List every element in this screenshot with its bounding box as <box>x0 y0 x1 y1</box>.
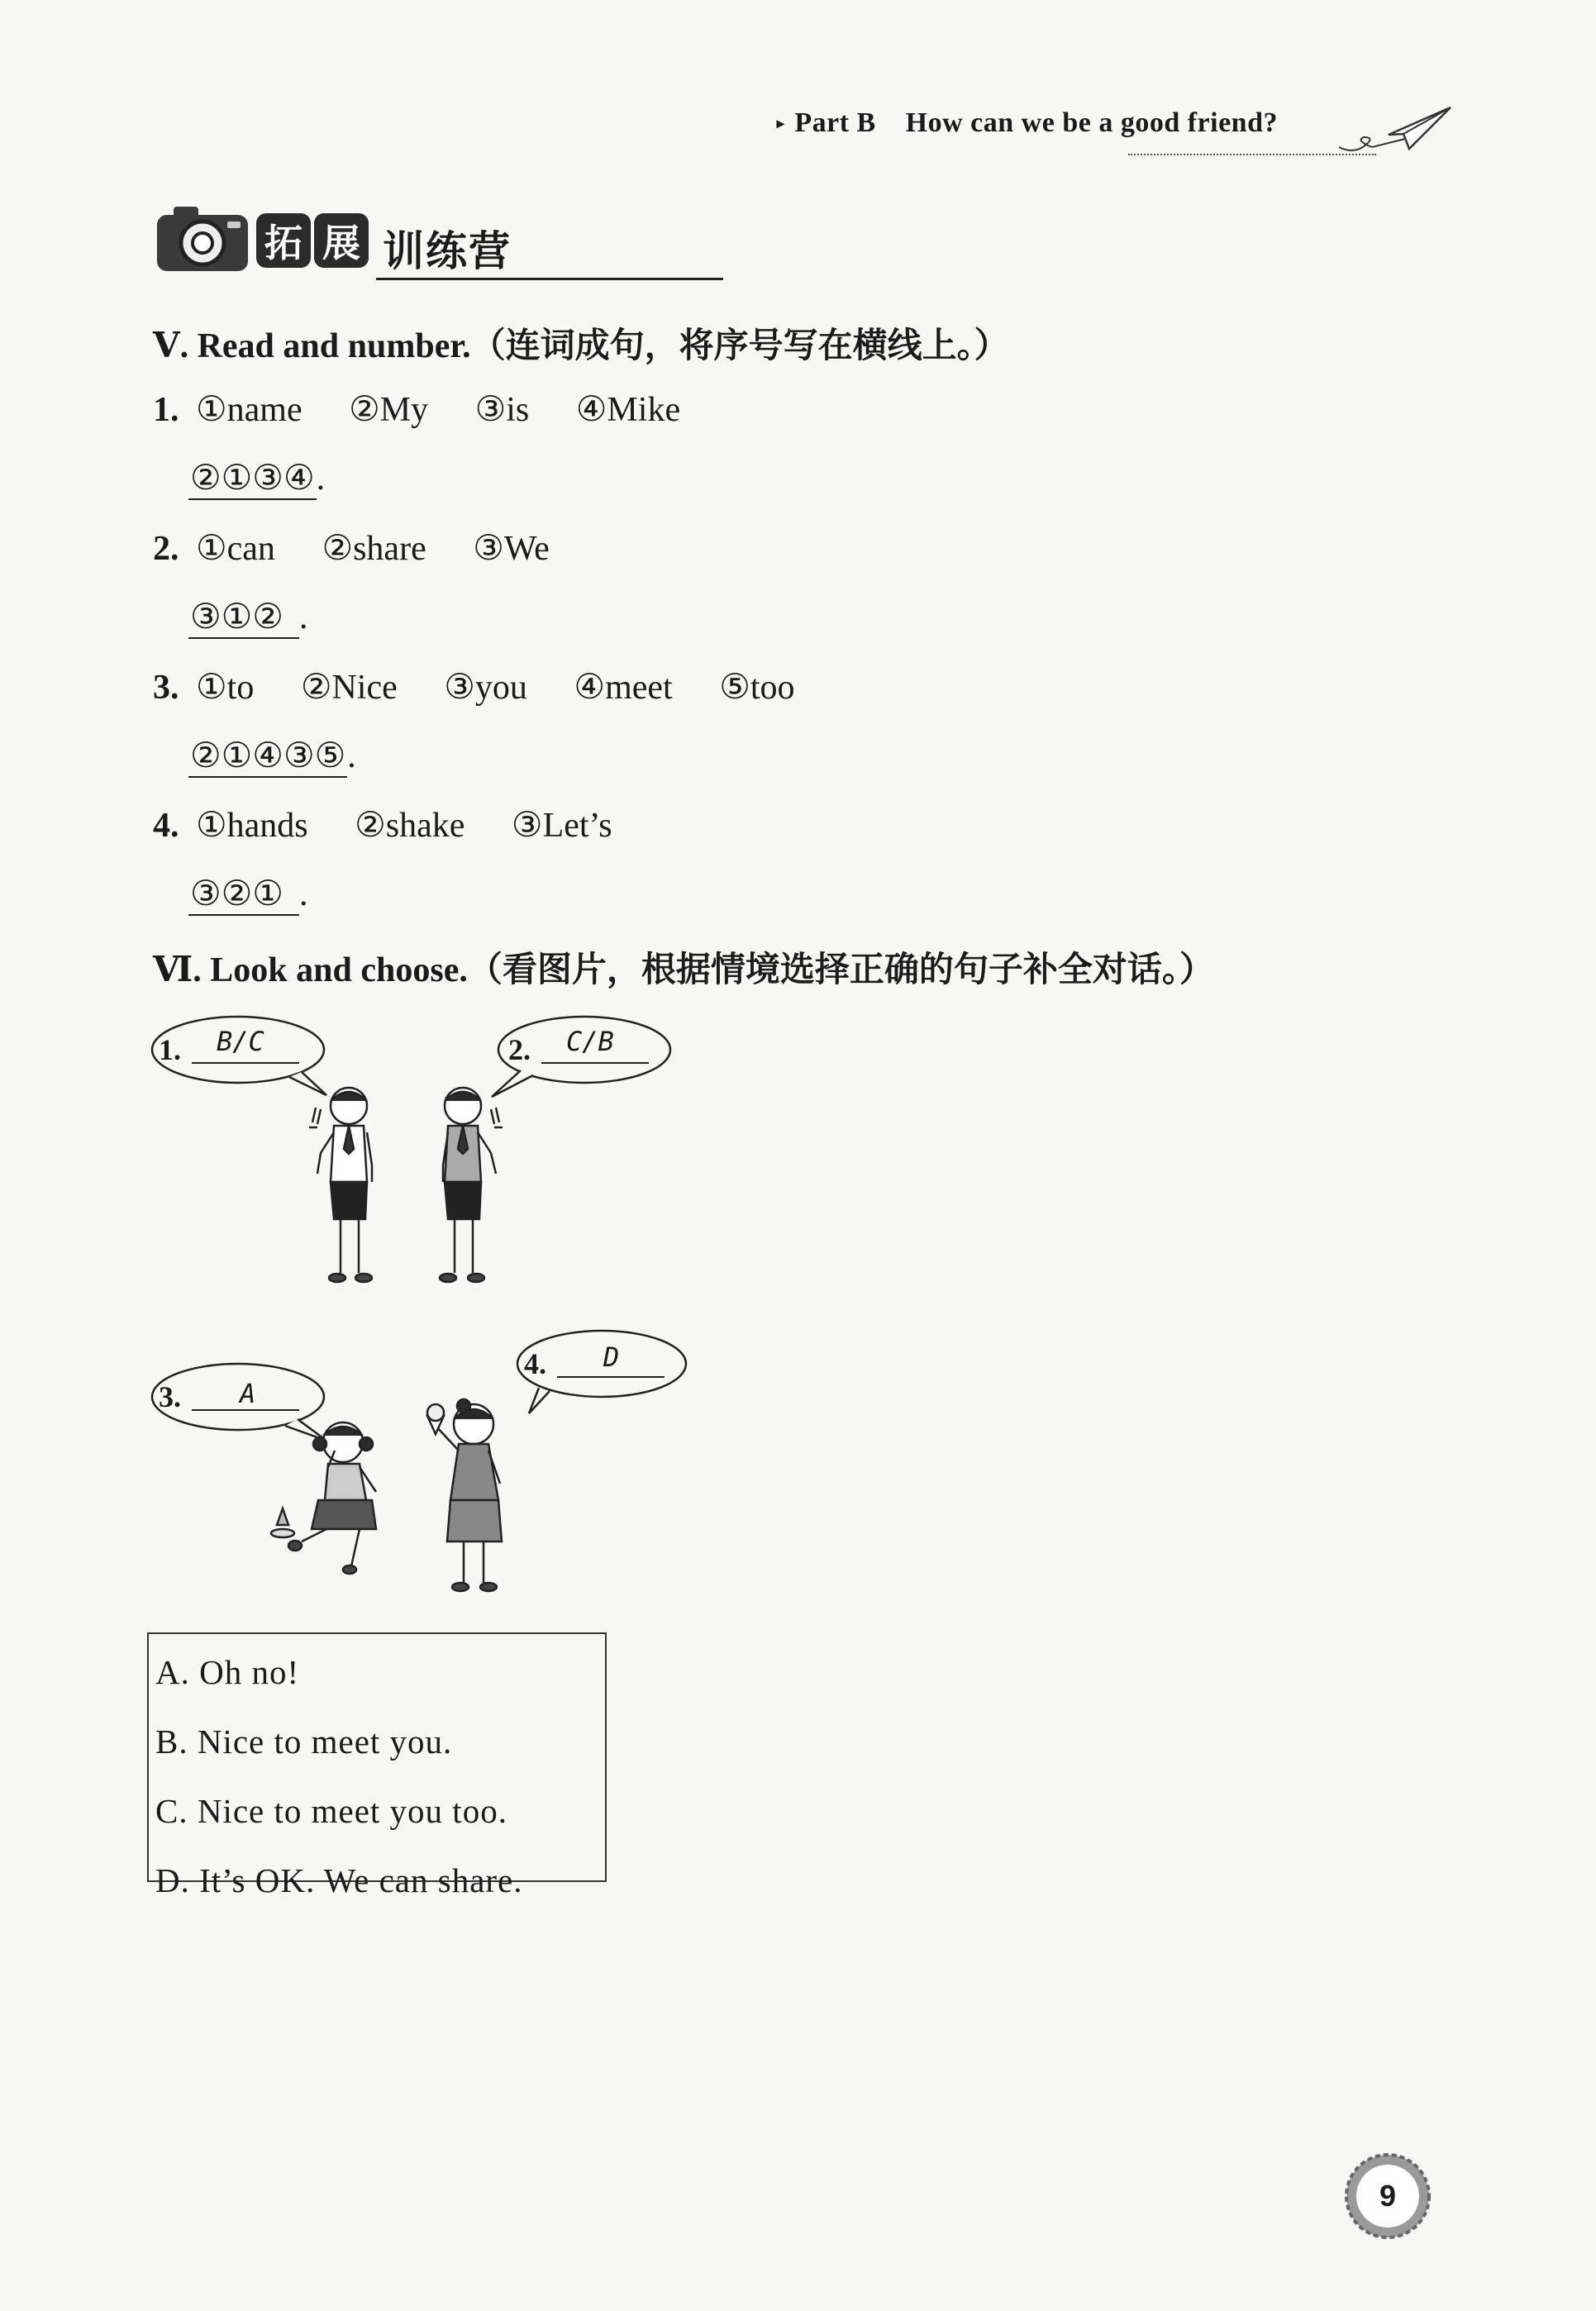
handwritten-answer: D <box>603 1341 620 1373</box>
answer-3 <box>188 735 356 778</box>
camera-icon <box>153 197 252 279</box>
option: ①hands <box>196 807 308 845</box>
question-2 <box>153 527 588 569</box>
answer-text: ③②① <box>188 873 299 916</box>
answer-2 <box>188 596 308 639</box>
handwritten-answer: A <box>240 1378 256 1409</box>
option: ②share <box>322 530 426 568</box>
answer-text: ②①③④ <box>188 457 317 500</box>
option: ⑤too <box>719 669 795 707</box>
question-number: 1. <box>153 391 179 429</box>
question-number: 4. <box>153 807 179 845</box>
answer-1 <box>188 457 325 500</box>
two-girls-ice-cream-illustration <box>252 1376 533 1608</box>
section-banner <box>153 188 616 288</box>
option: ②Nice <box>300 669 398 707</box>
section-5-label: Ⅴ. Read and number. <box>153 327 471 365</box>
header-part: Part B <box>794 107 876 138</box>
bubble-number: 1. <box>159 1033 181 1066</box>
question-4 <box>153 804 650 846</box>
running-header <box>777 107 1278 139</box>
header-title: How can we be a good friend? <box>905 107 1278 138</box>
answer-period: . <box>299 875 308 913</box>
question-1 <box>153 388 718 430</box>
question-3 <box>153 666 833 708</box>
bubble-number: 2. <box>508 1033 531 1066</box>
bubble-number: 3. <box>159 1380 181 1413</box>
answer-text: ②①④③⑤ <box>188 735 347 778</box>
answer-period: . <box>299 598 308 636</box>
option: ①can <box>196 530 275 568</box>
paper-plane-icon <box>1331 98 1455 164</box>
choice-b: B. Nice to meet you. <box>155 1723 453 1761</box>
banner-chip-2: 展 <box>314 213 369 268</box>
section-6-heading <box>153 942 1214 992</box>
blank-line <box>557 1376 665 1378</box>
choice-options-box <box>147 1632 607 1899</box>
banner-underline <box>376 278 723 280</box>
option: ③you <box>444 669 527 707</box>
option: ④Mike <box>575 391 681 429</box>
question-number: 3. <box>153 669 179 707</box>
section-5-heading <box>153 318 1009 368</box>
section-5-instruction: （连词成句，将序号写在横线上。） <box>470 325 1009 365</box>
choice-d: D. It’s OK. We can share. <box>155 1861 523 1899</box>
handwritten-answer: C/B <box>566 1026 614 1057</box>
page-number-badge <box>1343 2151 1432 2241</box>
option: ③Let’s <box>511 807 612 845</box>
two-boys-greeting-illustration <box>298 1074 521 1298</box>
option: ④meet <box>574 669 673 707</box>
option: ②My <box>349 391 429 429</box>
answer-period: . <box>347 737 356 775</box>
triangle-icon: ▸ <box>776 114 785 131</box>
answer-4 <box>188 873 308 916</box>
choice-c: C. Nice to meet you too. <box>155 1792 507 1830</box>
choice-a: A. Oh no! <box>155 1653 300 1691</box>
option: ③is <box>474 391 530 429</box>
option: ①name <box>196 391 303 429</box>
blank-line <box>541 1062 649 1064</box>
option: ②shake <box>355 807 465 845</box>
option: ①to <box>196 669 255 707</box>
section-6-instruction: （看图片，根据情境选择正确的句子补全对话。） <box>467 949 1214 989</box>
answer-period: . <box>316 460 326 498</box>
answer-text: ③①② <box>188 596 299 639</box>
bubble-number: 4. <box>524 1347 546 1380</box>
blank-line <box>192 1062 299 1064</box>
page-number: 9 <box>1379 2179 1397 2213</box>
banner-title: 训练营 <box>383 227 512 275</box>
option: ③We <box>473 530 550 568</box>
banner-chip-1: 拓 <box>256 213 311 268</box>
question-number: 2. <box>153 530 179 568</box>
handwritten-answer: B/C <box>217 1026 264 1057</box>
section-6-label: Ⅵ. Look and choose. <box>153 951 468 989</box>
